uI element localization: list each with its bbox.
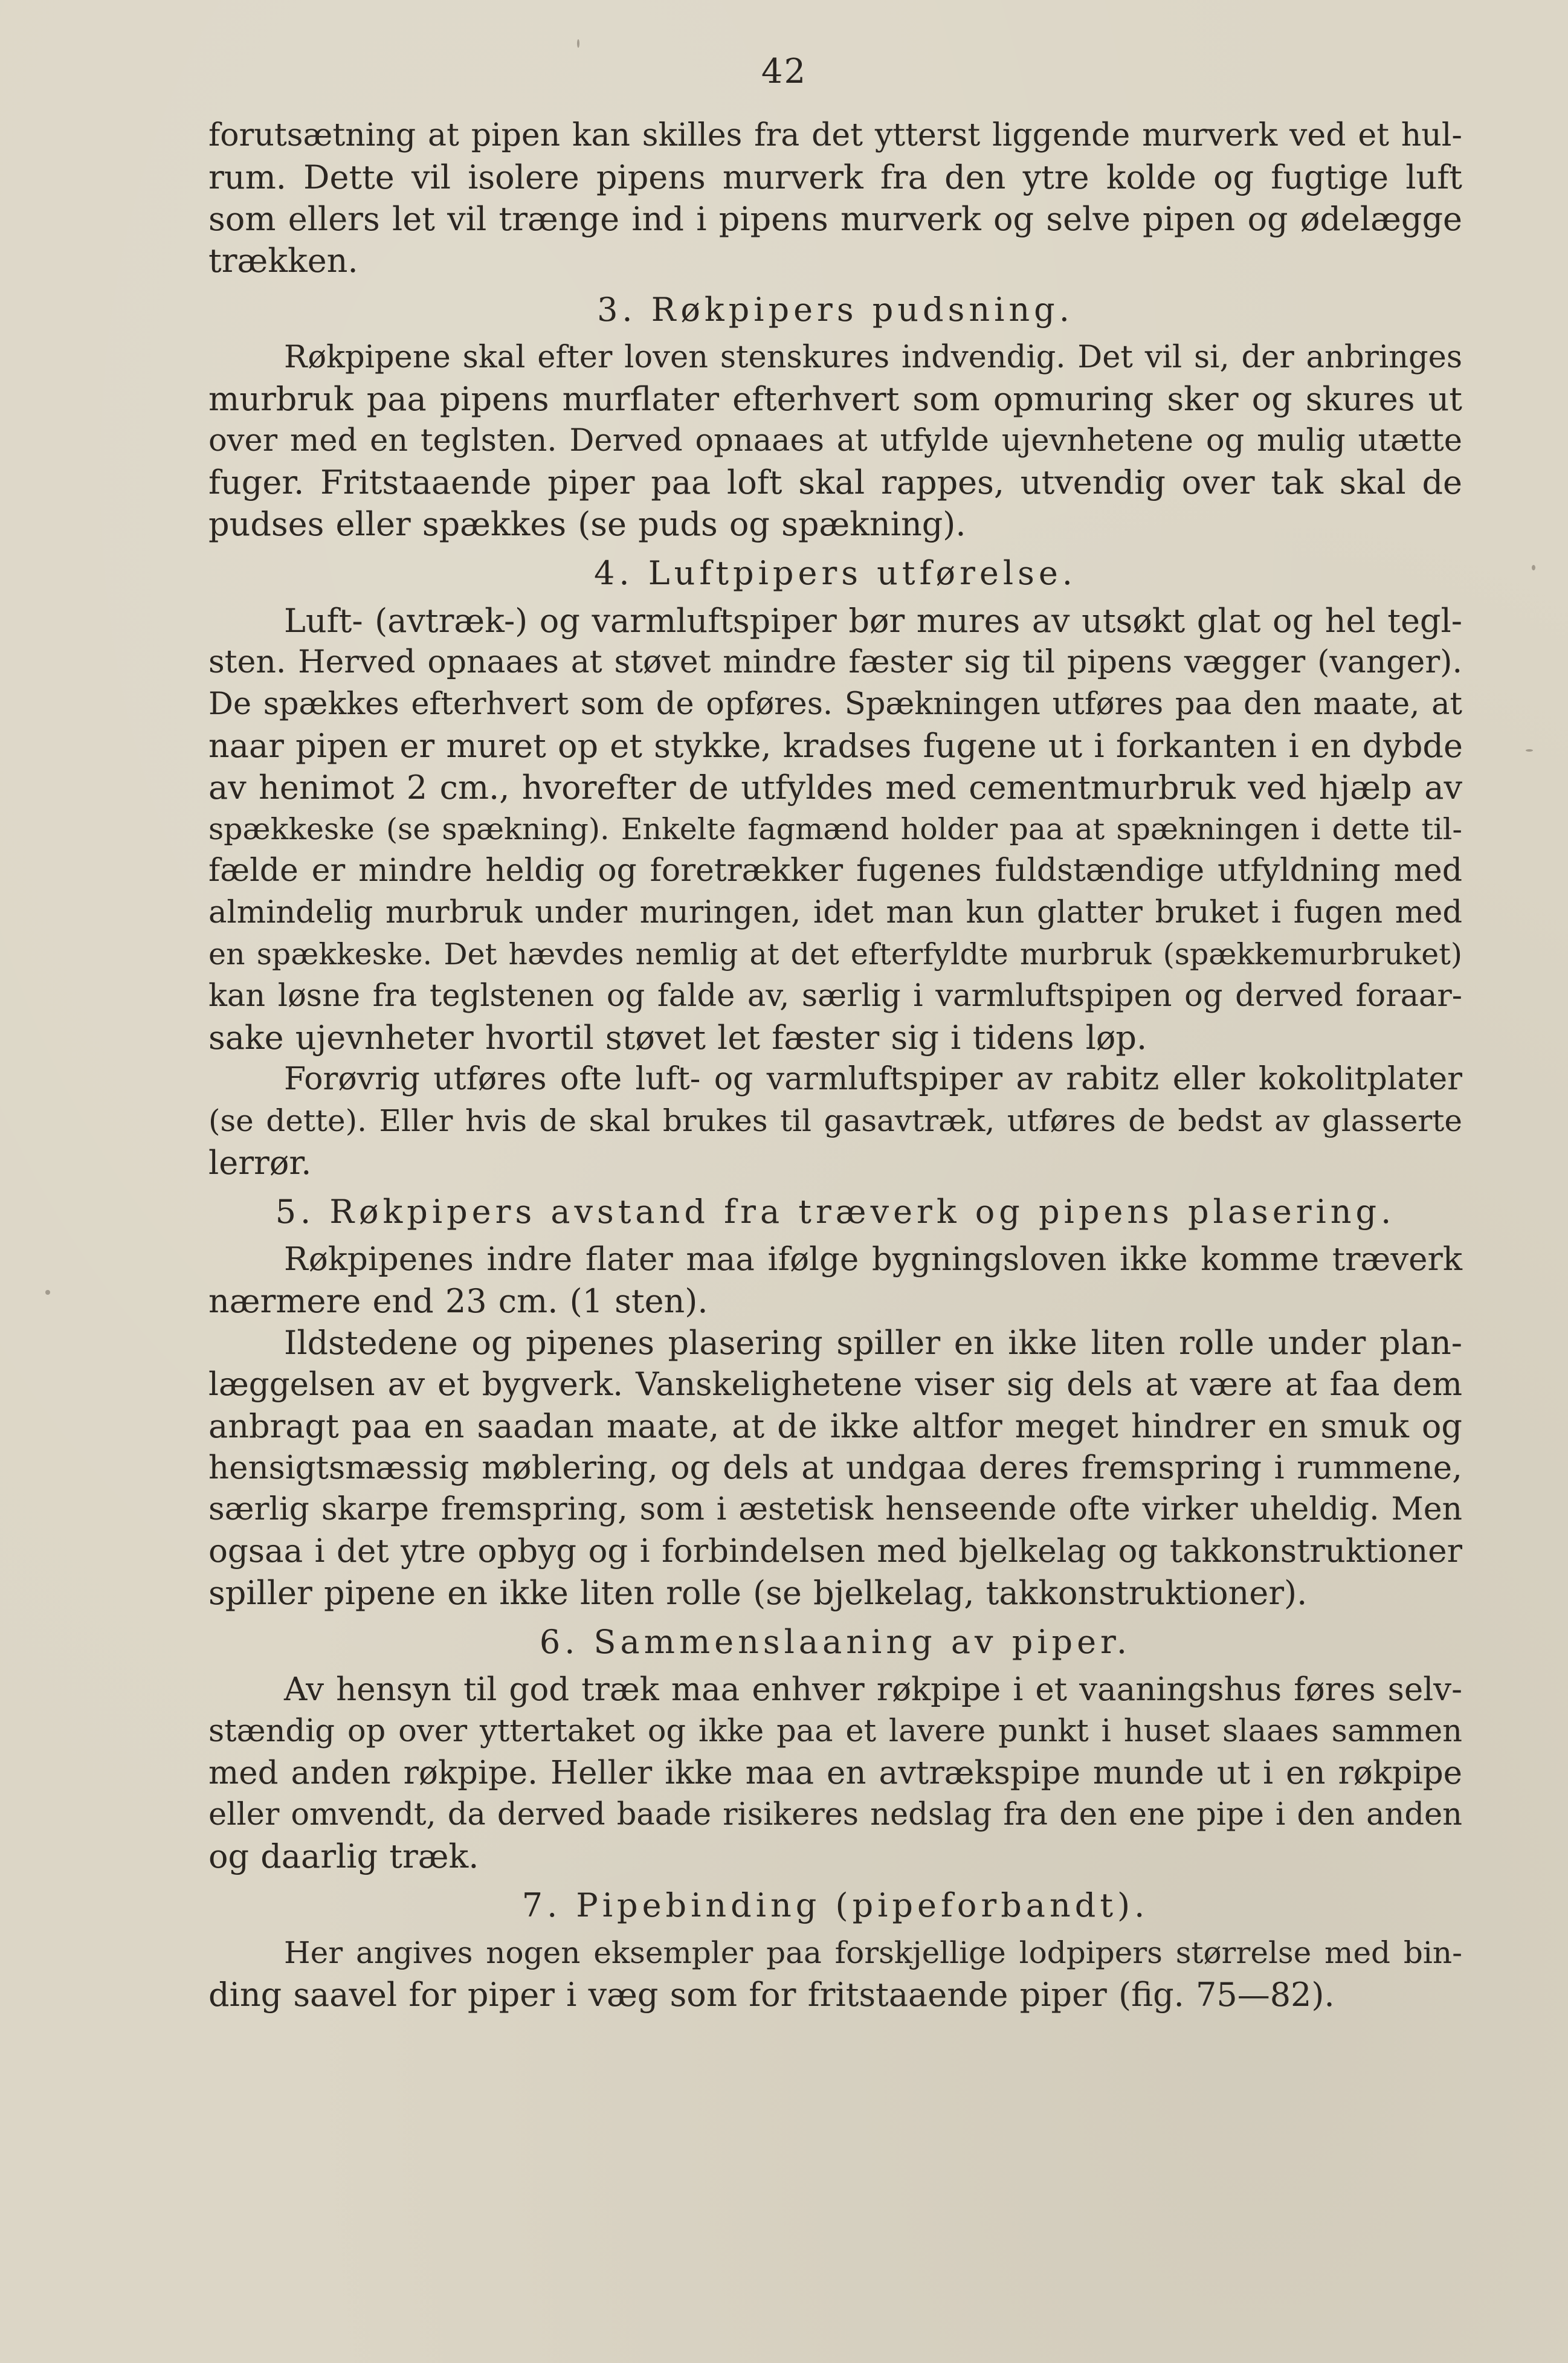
text-line: og daarlig træk. [208, 1837, 479, 1875]
text-line: sake ujevnheter hvortil støvet let fæster sig i tidens løp. [208, 1019, 1147, 1057]
paragraph [208, 1059, 1462, 1184]
text-line: trækken. [208, 242, 358, 280]
print-speck [1532, 565, 1535, 570]
text-line: De spækkes efterhvert som de opføres. Spækningen utføres paa den maate, at [208, 686, 1462, 722]
paragraph [208, 1239, 1462, 1322]
text-line: anbragt paa en saadan maate, at de ikke altfor meget hindrer en smuk og [208, 1407, 1462, 1445]
text-line: læggelsen av et bygverk. Vanskelighetene viser sig dels at være at faa dem [208, 1366, 1462, 1403]
text-line: stændig op over yttertaket og ikke paa et lavere punkt i huset slaaes sammen [208, 1713, 1462, 1749]
text-line: av henimot 2 cm., hvorefter de utfyldes med cementmurbruk ved hjælp av [208, 769, 1462, 807]
text-line: (se dette). Eller hvis de skal brukes til gasavtræk, utføres de bedst av glasserte [208, 1103, 1462, 1138]
text-line: særlig skarpe fremspring, som i æstetisk henseende ofte virker uheldig. Men [208, 1491, 1462, 1527]
text-line: ogsaa i det ytre opbyg og i forbindelsen med bjelkelag og takkonstruktioner [208, 1533, 1462, 1570]
paragraph [208, 1669, 1462, 1877]
text-line: en spækkeske. Det hævdes nemlig at det efterfyldte murbruk (spækkemurbruket) [208, 937, 1462, 972]
text-line: som ellers let vil trænge ind i pipens murverk og selve pipen og ødelægge [208, 200, 1462, 238]
print-speck [577, 39, 579, 48]
text-line: Forøvrig utføres ofte luft- og varmluftspiper av rabitz eller kokolitplater [284, 1061, 1462, 1097]
print-speck [45, 1290, 50, 1295]
text-line: over med en teglsten. Derved opnaaes at utfylde ujevnhetene og mulig utætte [208, 423, 1462, 459]
text-body [208, 115, 1462, 2016]
paragraph [208, 337, 1462, 545]
paragraph [208, 1932, 1462, 2016]
text-line: pudses eller spækkes (se puds og spækning). [208, 505, 966, 543]
section-heading: 4. Luftpipers utførelse. [594, 554, 1077, 592]
text-line: med anden røkpipe. Heller ikke maa en avtrækspipe munde ut i en røkpipe [208, 1755, 1462, 1791]
text-line: Røkpipenes indre flater maa ifølge bygningsloven ikke komme træverk [284, 1241, 1462, 1278]
section-heading: 7. Pipebinding (pipeforbandt). [521, 1886, 1149, 1924]
section-heading: 3. Røkpipers pudsning. [597, 291, 1074, 329]
page-number: 42 [761, 52, 807, 91]
text-line: spækkeske (se spækning). Enkelte fagmænd holder paa at spækningen i dette til- [208, 812, 1462, 846]
text-line: Her angives nogen eksempler paa forskjellige lodpipers størrelse med bin- [284, 1935, 1462, 1970]
section-heading: 6. Sammenslaaning av piper. [539, 1623, 1132, 1661]
print-speck [1526, 749, 1533, 752]
text-line: fuger. Fritstaaende piper paa loft skal rappes, utvendig over tak skal de [208, 463, 1462, 501]
text-line: Ildstedene og pipenes plasering spiller en ikke liten rolle under plan- [284, 1324, 1462, 1362]
text-line: fælde er mindre heldig og foretrækker fugenes fuldstændige utfyldning med [208, 853, 1462, 889]
text-line: nærmere end 23 cm. (1 sten). [208, 1282, 708, 1320]
paragraph [208, 1322, 1462, 1614]
text-line: rum. Dette vil isolere pipens murverk fra den ytre kolde og fugtige luft [208, 158, 1462, 196]
text-line: Luft- (avtræk-) og varmluftspiper bør mures av utsøkt glat og hel tegl- [284, 602, 1462, 640]
paragraph [208, 600, 1462, 1059]
text-line: forutsætning at pipen kan skilles fra det ytterst liggende murverk ved et hul- [208, 117, 1462, 153]
section-heading: 5. Røkpipers avstand fra træverk og pipens plasering. [275, 1193, 1396, 1231]
paragraph [208, 115, 1462, 282]
text-line: kan løsne fra teglstenen og falde av, særlig i varmluftspipen og derved foraar- [208, 978, 1462, 1014]
text-line: spiller pipene en ikke liten rolle (se bjelkelag, takkonstruktioner). [208, 1574, 1308, 1612]
text-line: murbruk paa pipens murflater efterhvert som opmuring sker og skures ut [208, 380, 1462, 418]
text-line: sten. Herved opnaaes at støvet mindre fæster sig til pipens vægger (vanger). [208, 644, 1462, 680]
text-line: ding saavel for piper i væg som for fritstaaende piper (fig. 75—82). [208, 1976, 1335, 2014]
text-line: naar pipen er muret op et stykke, kradses fugene ut i forkanten i en dybde [208, 727, 1463, 765]
text-line: Av hensyn til god træk maa enhver røkpipe i et vaaningshus føres selv- [284, 1671, 1462, 1708]
text-line: Røkpipene skal efter loven stenskures indvendig. Det vil si, der anbringes [284, 340, 1462, 375]
text-line: lerrør. [208, 1144, 312, 1182]
text-line: eller omvendt, da derved baade risikeres nedslag fra den ene pipe i den anden [208, 1797, 1462, 1833]
text-line: hensigtsmæssig møblering, og dels at undgaa deres fremspring i rummene, [208, 1449, 1462, 1486]
text-line: almindelig murbruk under muringen, idet man kun glatter bruket i fugen med [208, 895, 1462, 930]
